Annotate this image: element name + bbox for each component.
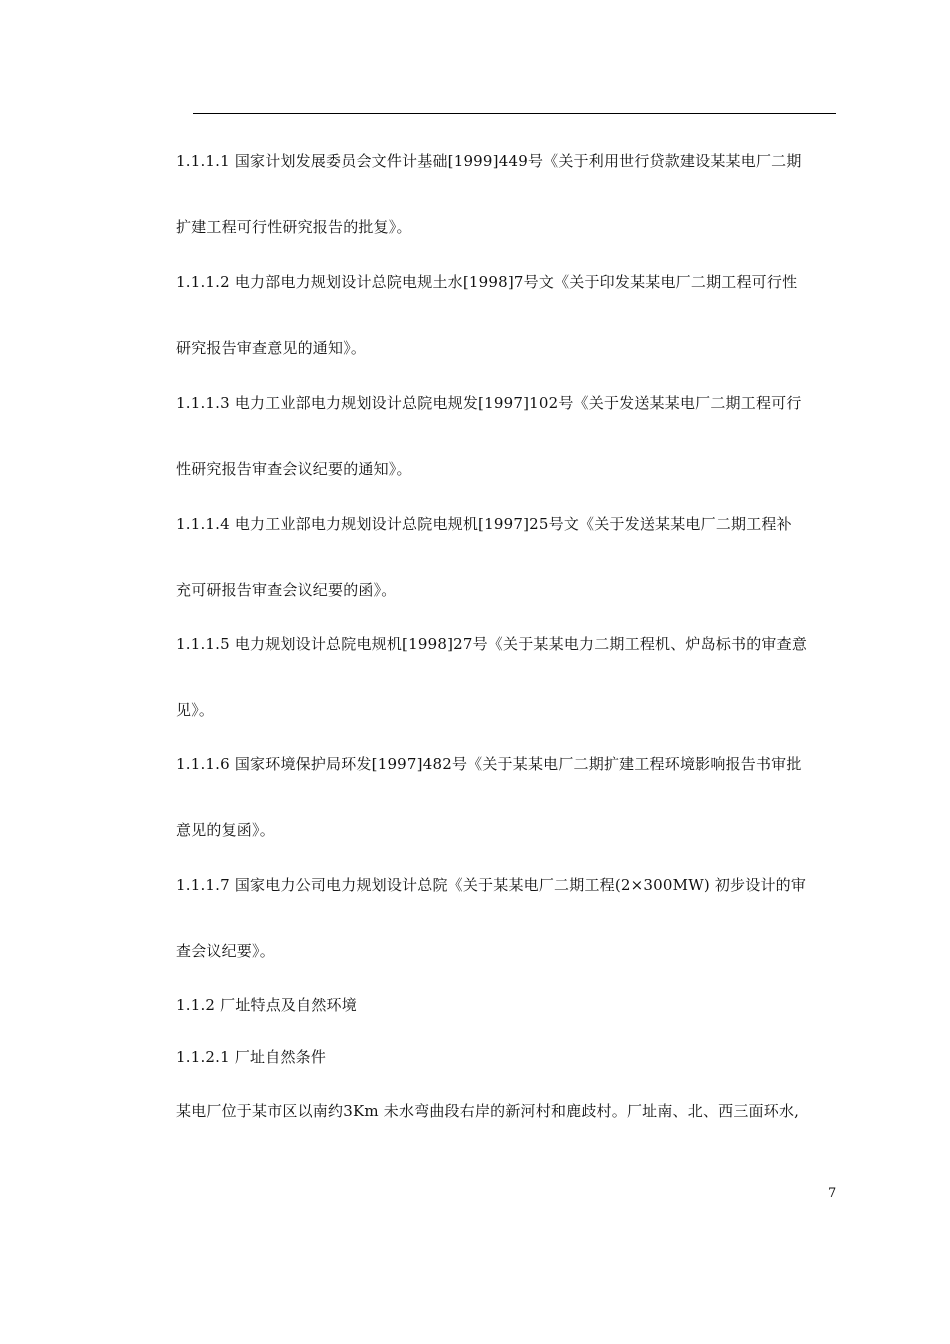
list-item-1-1-1-7-line-1: 1.1.1.7 国家电力公司电力规划设计总院《关于某某电厂二期工程(2×300MW) 初步设计的审 [176, 876, 807, 894]
list-item-1-1-1-1-line-2: 扩建工程可行性研究报告的批复》。 [176, 218, 412, 236]
body-paragraph-line: 某电厂位于某市区以南约3Km 未水弯曲段右岸的新河村和鹿歧村。厂址南、北、西三面环水, [176, 1102, 800, 1120]
list-item-1-1-1-3-line-2: 性研究报告审查会议纪要的通知》。 [176, 460, 412, 478]
list-item-1-1-1-1-line-1: 1.1.1.1 国家计划发展委员会文件计基础[1999]449号《关于利用世行贷款建设某某电厂二期 [176, 152, 802, 170]
list-item-1-1-1-5-line-2: 见》。 [176, 701, 215, 719]
list-item-1-1-1-2-line-1: 1.1.1.2 电力部电力规划设计总院电规土水[1998]7号文《关于印发某某电厂二期工程可行性 [176, 273, 798, 291]
page-number: 7 [828, 1186, 837, 1201]
list-item-1-1-1-6-line-1: 1.1.1.6 国家环境保护局环发[1997]482号《关于某某电厂二期扩建工程环境影响报告书审批 [176, 755, 802, 773]
header-rule [193, 113, 836, 114]
list-item-1-1-1-4-line-1: 1.1.1.4 电力工业部电力规划设计总院电规机[1997]25号文《关于发送某某电厂二期工程补 [176, 515, 792, 533]
list-item-1-1-1-4-line-2: 充可研报告审查会议纪要的函》。 [176, 581, 397, 599]
section-heading-1-1-2-1: 1.1.2.1 厂址自然条件 [176, 1048, 327, 1066]
list-item-1-1-1-7-line-2: 查会议纪要》。 [176, 942, 275, 960]
list-item-1-1-1-5-line-1: 1.1.1.5 电力规划设计总院电规机[1998]27号《关于某某电力二期工程机、炉岛标书的审查意 [176, 635, 808, 653]
list-item-1-1-1-3-line-1: 1.1.1.3 电力工业部电力规划设计总院电规发[1997]102号《关于发送某某电厂二期工程可行 [176, 394, 802, 412]
list-item-1-1-1-6-line-2: 意见的复函》。 [176, 821, 275, 839]
section-heading-1-1-2: 1.1.2 厂址特点及自然环境 [176, 996, 357, 1014]
list-item-1-1-1-2-line-2: 研究报告审查意见的通知》。 [176, 339, 367, 357]
